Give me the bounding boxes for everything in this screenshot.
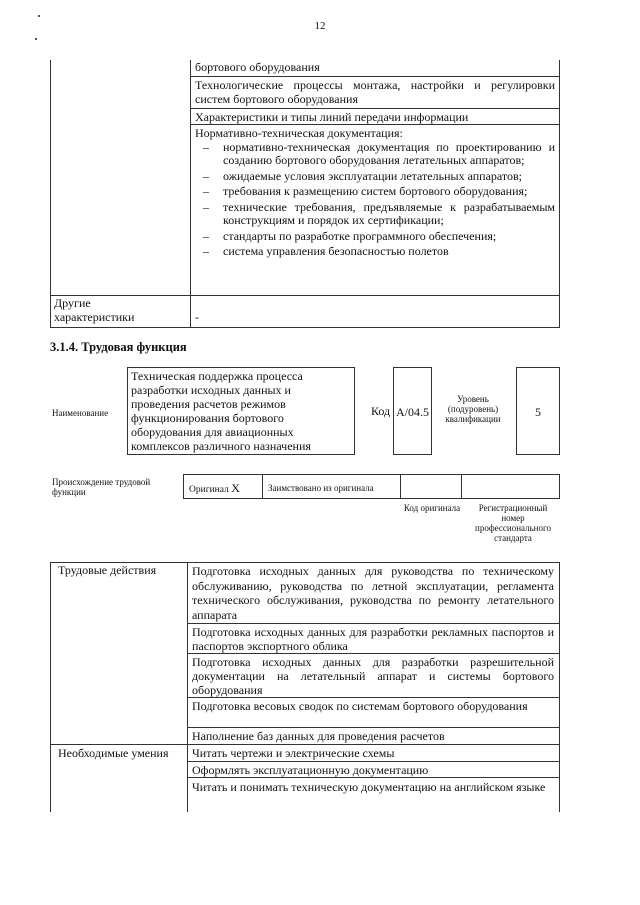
function-name	[127, 367, 355, 455]
knowledge-item: бортового оборудования	[195, 60, 320, 74]
dash-mark: –	[203, 184, 209, 198]
action-item: Подготовка исходных данных для разработки рекламных паспортов и паспортов экспортного облика	[192, 625, 554, 653]
dash-mark: –	[203, 199, 209, 214]
code-box	[393, 367, 432, 455]
knowledge-item: Технологические процессы монтажа, настройки и регулировки систем бортового оборудования	[195, 78, 555, 106]
other-characteristics-value: -	[195, 310, 199, 324]
origin-label: Происхождение трудовой функции	[52, 477, 151, 497]
docs-bullet: – технические требования, предъявляемые к разрабатываемым конструкциям и порядок их сертификации;	[203, 199, 555, 227]
action-item: Подготовка исходных данных для разработки разрешительной документации на летательный аппарат и системы бортового оборудования	[192, 655, 554, 697]
action-item: Подготовка исходных данных для руководства по техническому обслуживанию, руководства по летной эксплуатации, регламента технического обслуживания, руководства по ремонту летательного аппарата	[192, 564, 554, 622]
actions-label: Трудовые действия	[58, 563, 157, 577]
action-item: Подготовка весовых сводок по системам бортового оборудования	[192, 699, 528, 713]
name-label: Наименование	[52, 408, 109, 418]
skill-item: Оформлять эксплуатационную документацию	[192, 763, 429, 777]
scan-speck	[38, 15, 40, 17]
level-label: Уровень (подуровень) квалификации	[445, 394, 501, 424]
knowledge-item-docs	[195, 127, 555, 259]
other-characteristics-label: Другие характеристики	[54, 296, 135, 324]
dash-mark: –	[203, 228, 209, 243]
actions-table	[50, 562, 560, 812]
docs-bullet: – стандарты по разработке программного обеспечения;	[203, 228, 497, 243]
docs-bullet: – система управления безопасностью полетов	[203, 244, 449, 258]
dash-mark: –	[203, 244, 209, 258]
code-label: Код	[371, 404, 391, 418]
dash-mark: –	[203, 139, 209, 154]
scan-speck	[35, 38, 37, 40]
knowledge-item: Характеристики и типы линий передачи информации	[195, 110, 469, 124]
code-value: A/04.5	[396, 405, 429, 419]
docs-bullet: – ожидаемые условия эксплуатации летательных аппаратов;	[203, 168, 523, 183]
page-number: 12	[314, 20, 326, 32]
origin-original: Оригинал X	[189, 481, 240, 495]
level-box	[516, 367, 560, 455]
action-item: Наполнение баз данных для проведения расчетов	[192, 729, 445, 743]
function-name-text: Техническая поддержка процесса разработки исходных данных и проведения расчетов режимов функционирования бортового оборудования для авиационных комплексов различного назначения	[131, 369, 311, 453]
origin-borrowed: Заимствовано из оригинала	[268, 483, 374, 493]
dash-mark: –	[203, 168, 209, 183]
level-value: 5	[535, 405, 541, 419]
skill-item: Читать и понимать техническую документацию на английском языке	[192, 780, 546, 794]
skills-label: Необходимые умения	[58, 746, 169, 760]
docs-bullet: – требования к размещению систем бортового оборудования;	[203, 184, 528, 198]
original-checkmark: X	[231, 481, 240, 495]
skill-item: Читать чертежи и электрические схемы	[192, 746, 395, 760]
registration-caption: Регистрационный номер профессионального стандарта	[475, 503, 551, 543]
docs-heading: Нормативно-техническая документация:	[195, 126, 403, 140]
docs-bullet: – нормативно-техническая документация по проектированию и созданию бортового оборудования летательных аппаратов;	[203, 139, 555, 167]
section-heading: 3.1.4. Трудовая функция	[50, 340, 187, 354]
code-original-caption: Код оригинала	[403, 503, 461, 513]
top-table	[50, 60, 560, 327]
